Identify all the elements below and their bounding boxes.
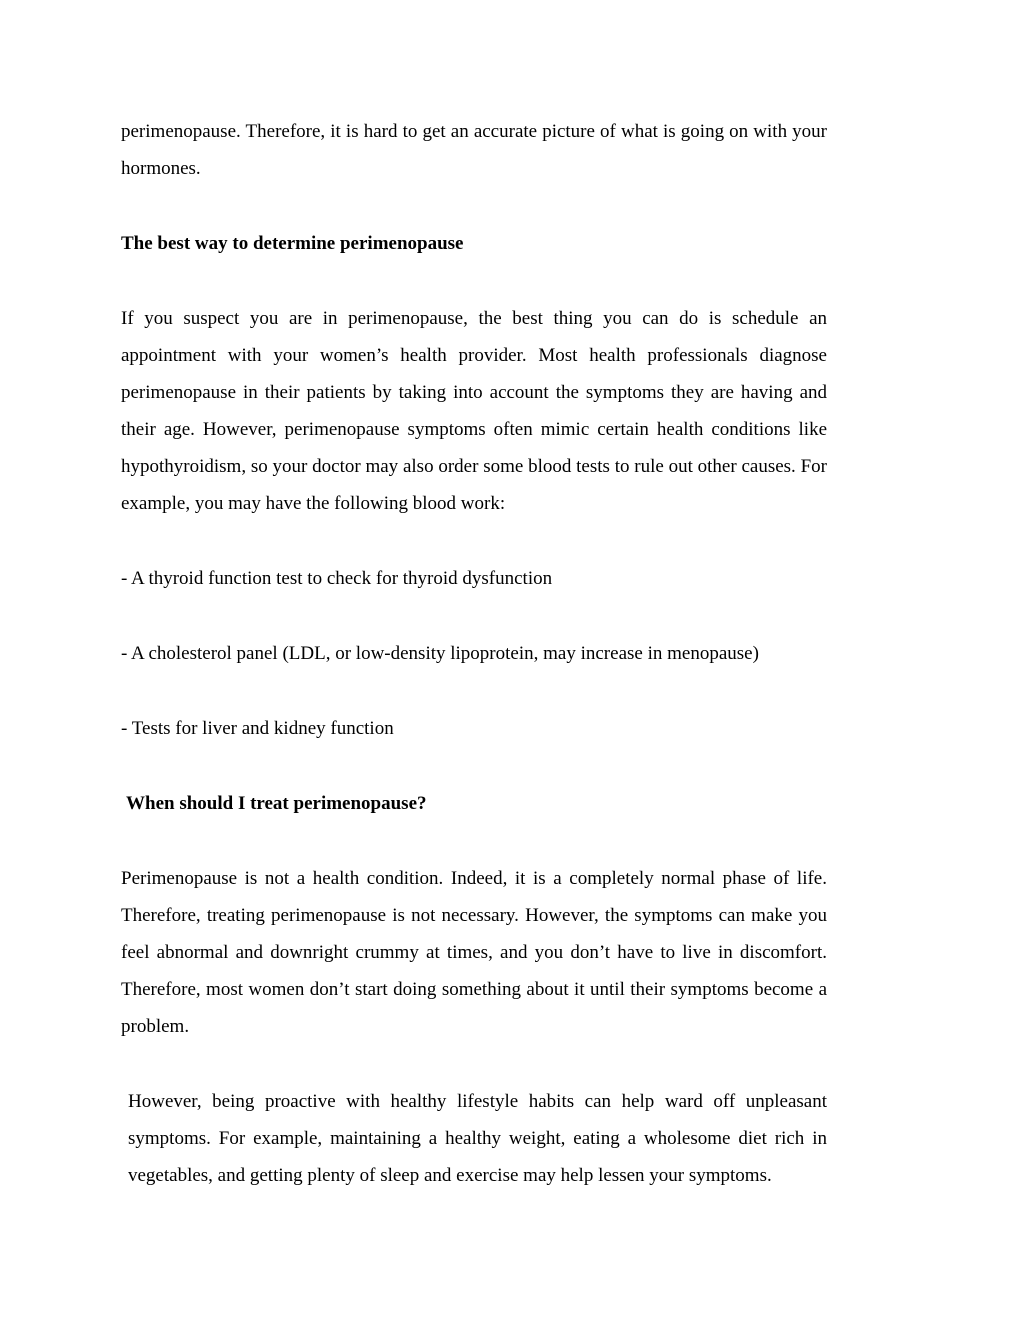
list-item-liver-kidney-tests: - Tests for liver and kidney function <box>121 718 394 739</box>
list-item-cholesterol-panel: - A cholesterol panel (LDL, or low-density lipoprotein, may increase in menopause) <box>121 643 759 664</box>
diagnosis-paragraph: If you suspect you are in perimenopause, the best thing you can do is schedule an appointment with your women’s health provider. Most health professionals diagnose perimenopause in their patients by taking into account the symptoms they are having and their age. However, perimenopause symptoms often mimic certain health conditions like hypothyroidism, so your doctor may also order some blood tests to rule out other causes. For example, you may have the following blood work: <box>121 308 827 514</box>
section-heading-determine: The best way to determine perimenopause <box>121 233 464 254</box>
intro-continuation-paragraph: perimenopause. Therefore, it is hard to get an accurate picture of what is going on with your hormones. <box>121 121 827 179</box>
lifestyle-paragraph: However, being proactive with healthy lifestyle habits can help ward off unpleasant symptoms. For example, maintaining a healthy weight, eating a wholesome diet rich in vegetables, and getting plenty of sleep and exercise may help lessen your symptoms. <box>128 1091 827 1186</box>
document-page <box>121 113 827 1232</box>
section-heading-treat: When should I treat perimenopause? <box>126 793 427 814</box>
list-item-thyroid-test: - A thyroid function test to check for thyroid dysfunction <box>121 568 553 589</box>
treatment-paragraph: Perimenopause is not a health condition. Indeed, it is a completely normal phase of life. Therefore, treating perimenopause is not necessary. However, the symptoms can make you feel abnormal and downright crummy at times, and you don’t have to live in discomfort. Therefore, most women don’t start doing something about it until their symptoms become a problem. <box>121 868 827 1037</box>
